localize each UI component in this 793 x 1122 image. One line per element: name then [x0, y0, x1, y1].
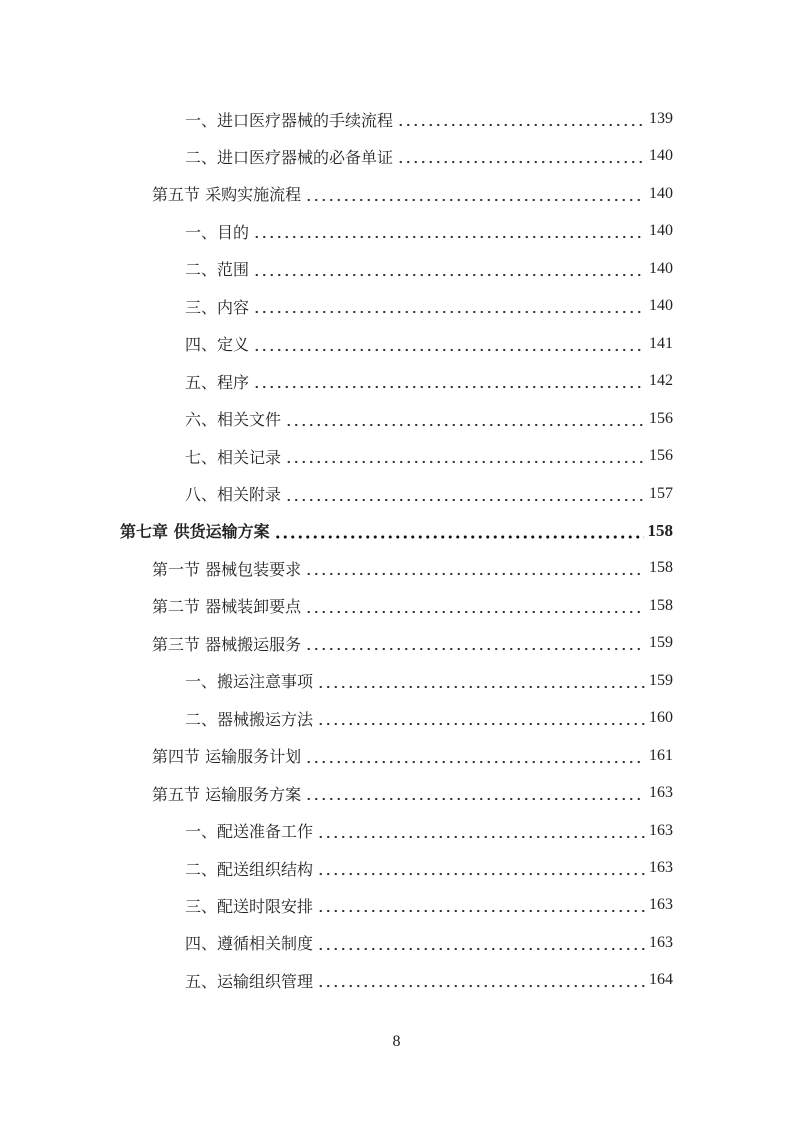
toc-entry[interactable]	[185, 481, 673, 507]
toc-entry-title: 六、相关文件	[185, 410, 282, 430]
toc-entry-page: 159	[649, 634, 673, 652]
toc-entry-title: 一、目的	[185, 222, 250, 242]
dot-leader	[397, 143, 645, 169]
toc-entry[interactable]	[185, 855, 673, 881]
toc-entry-title: 一、配送准备工作	[185, 822, 314, 842]
toc-entry-title: 五、运输组织管理	[185, 971, 314, 991]
dot-leader	[317, 705, 645, 731]
toc-entry-page: 158	[647, 520, 673, 540]
toc-entry-page: 142	[649, 372, 673, 390]
dot-leader	[305, 593, 645, 619]
toc-entry[interactable]	[185, 331, 673, 357]
toc-entry-title: 一、进口医疗器械的手续流程	[185, 110, 394, 130]
toc-entry[interactable]	[152, 630, 673, 656]
page-number: 8	[392, 1033, 401, 1050]
dot-leader	[253, 368, 645, 394]
toc-entry-page: 139	[649, 110, 673, 127]
toc-entry-title: 三、配送时限安排	[185, 896, 314, 916]
toc-entry-title: 第四节 运输服务计划	[152, 747, 302, 767]
toc-entry-page: 157	[649, 484, 673, 502]
toc-entry-page: 140	[649, 222, 673, 240]
toc-entry-page: 161	[649, 746, 673, 764]
toc-entry-title: 二、范围	[185, 260, 250, 280]
dot-leader	[317, 967, 645, 993]
toc-entry[interactable]	[185, 218, 673, 244]
dot-leader	[253, 293, 645, 319]
toc-entry-title: 七、相关记录	[185, 447, 282, 467]
dot-leader	[305, 555, 645, 581]
dot-leader	[317, 855, 645, 881]
toc-entry-title: 二、配送组织结构	[185, 859, 314, 879]
toc-entry-title: 第二节 器械装卸要点	[152, 597, 302, 617]
toc-entry[interactable]	[185, 967, 673, 993]
toc-entry-title: 四、定义	[185, 335, 250, 355]
dot-leader	[305, 780, 645, 806]
toc-entry[interactable]	[185, 406, 673, 432]
dot-leader	[305, 743, 645, 769]
toc-entry-page: 140	[649, 259, 673, 277]
toc-entry-page: 163	[649, 896, 673, 914]
dot-leader	[285, 481, 645, 507]
toc-entry-title: 二、器械搬运方法	[185, 709, 314, 729]
toc-entry[interactable]	[185, 668, 673, 694]
toc-entry-page: 158	[649, 596, 673, 614]
toc-entry[interactable]	[120, 518, 673, 544]
toc-entry-title: 第五节 采购实施流程	[152, 185, 302, 205]
dot-leader	[317, 930, 645, 956]
toc-entry-page: 156	[649, 447, 673, 465]
dot-leader	[317, 668, 645, 694]
toc-entry[interactable]	[185, 892, 673, 918]
toc-entry-page: 156	[649, 409, 673, 427]
toc-entry-title: 第七章 供货运输方案	[120, 522, 270, 542]
dot-leader	[253, 331, 645, 357]
toc-entry-page: 140	[649, 147, 673, 165]
toc-entry[interactable]	[185, 443, 673, 469]
dot-leader	[274, 518, 644, 544]
toc-entry-page: 163	[649, 933, 673, 951]
toc-entry[interactable]	[185, 818, 673, 844]
toc-entry[interactable]	[185, 705, 673, 731]
dot-leader	[285, 406, 645, 432]
toc-entry[interactable]	[152, 181, 673, 207]
toc-entry-title: 一、搬运注意事项	[185, 672, 314, 692]
toc-entry-title: 四、遵循相关制度	[185, 934, 314, 954]
toc-entry[interactable]	[185, 293, 673, 319]
toc-entry-page: 140	[649, 297, 673, 315]
toc-entry-page: 141	[649, 334, 673, 352]
toc-entry[interactable]	[185, 106, 673, 132]
toc-entry[interactable]	[152, 743, 673, 769]
toc-entry-title: 第五节 运输服务方案	[152, 784, 302, 804]
toc-entry-title: 第一节 器械包装要求	[152, 559, 302, 579]
toc-entry[interactable]	[185, 256, 673, 282]
toc-entry-title: 三、内容	[185, 297, 250, 317]
toc-entry-page: 160	[649, 709, 673, 727]
toc-entry-title: 第三节 器械搬运服务	[152, 634, 302, 654]
toc-entry-page: 163	[649, 859, 673, 876]
toc-entry-page: 163	[649, 821, 673, 839]
toc-entry-page: 159	[649, 671, 673, 689]
toc-entry[interactable]	[185, 368, 673, 394]
toc-entry-title: 二、进口医疗器械的必备单证	[185, 147, 394, 167]
dot-leader	[317, 818, 645, 844]
toc-entry-page: 158	[649, 559, 673, 577]
toc-entry-page: 164	[649, 971, 673, 989]
toc-entry[interactable]	[152, 780, 673, 806]
toc-entry[interactable]	[185, 930, 673, 956]
dot-leader	[285, 443, 645, 469]
dot-leader	[305, 181, 645, 207]
toc-entry[interactable]	[185, 143, 673, 169]
dot-leader	[305, 630, 645, 656]
dot-leader	[253, 218, 645, 244]
toc-entry-title: 八、相关附录	[185, 485, 282, 504]
toc-entry-page: 140	[649, 184, 673, 202]
toc-entry-title: 五、程序	[185, 372, 250, 392]
dot-leader	[397, 106, 645, 132]
dot-leader	[253, 256, 645, 282]
toc-entry-page: 163	[649, 784, 673, 802]
toc-entry[interactable]	[152, 593, 673, 619]
dot-leader	[317, 892, 645, 918]
toc-entry[interactable]	[152, 555, 673, 581]
